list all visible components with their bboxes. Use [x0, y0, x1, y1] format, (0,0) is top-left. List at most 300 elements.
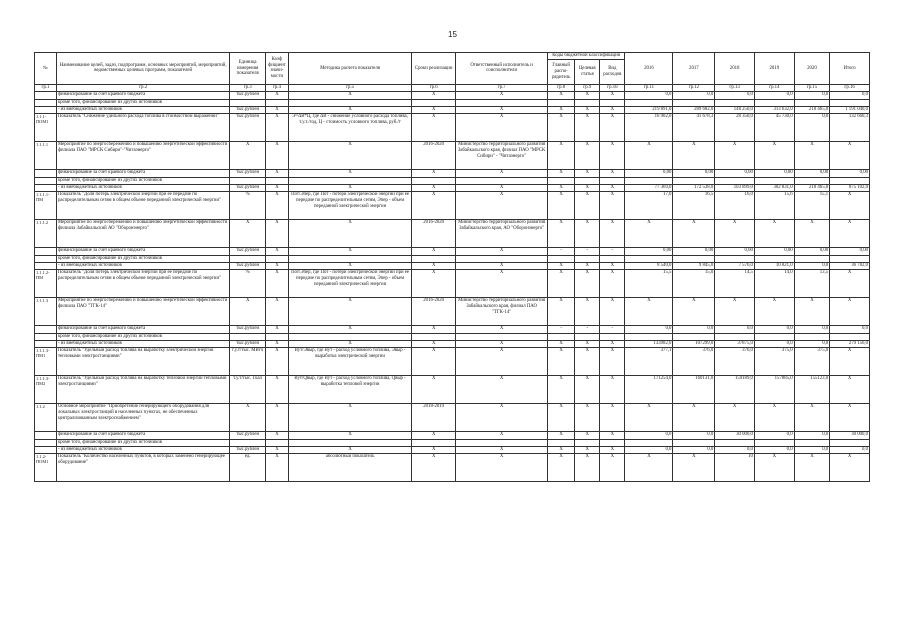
cell-cs: X — [575, 431, 600, 439]
cell-y2019: 15,6 — [754, 191, 794, 219]
cell-total: X — [830, 219, 870, 247]
cell-y2017: 9 845,0 — [673, 262, 715, 269]
column-number-cell: гр.4 — [265, 84, 288, 91]
cell-vr: X — [600, 431, 625, 439]
cell-gr: X — [548, 191, 575, 219]
cell-total: X — [830, 375, 870, 403]
cell-y2018: 30 000,0 — [715, 431, 755, 439]
cell-y2017 — [673, 255, 715, 262]
table-row — [35, 141, 870, 169]
cell-method: X — [288, 262, 411, 269]
cell-total: 0,0 — [830, 325, 870, 333]
cell-y2018 — [715, 333, 755, 340]
cell-cs: - — [575, 325, 600, 333]
cell-y2019 — [754, 255, 794, 262]
cell-executor: X — [456, 453, 548, 481]
cell-y2016: X — [625, 297, 673, 325]
cell-y2018 — [715, 99, 755, 106]
cell-method: Э=ΔВ*Ц, где ΔВ - снижение условного расхода топлива, т.у.т./год, Ц - стоимость условного топлива, руб./т — [288, 113, 411, 141]
cell-y2020: X — [794, 219, 830, 247]
cell-vr: X — [600, 184, 625, 191]
cell-executor: X — [456, 262, 548, 269]
cell-total: 0,00 — [830, 169, 870, 177]
cell-total: X — [830, 347, 870, 375]
cell-number — [35, 99, 57, 106]
table-row — [35, 297, 870, 325]
cell-total: 0,0 — [830, 446, 870, 453]
cell-number — [35, 177, 57, 184]
column-number-cell: гр.8 — [548, 84, 575, 91]
cell-executor: X — [456, 325, 548, 333]
cell-y2019: 0,0 — [754, 340, 794, 347]
table-row — [35, 255, 870, 262]
cell-coef — [265, 255, 288, 262]
cell-gr: X — [548, 403, 575, 431]
cell-unit: тыс.рублей — [230, 184, 266, 191]
cell-y2016: 171254,0 — [625, 375, 673, 403]
column-number-cell: гр.10 — [600, 84, 625, 91]
cell-y2018: 0,00 — [715, 247, 755, 255]
cell-y2016: X — [625, 219, 673, 247]
cell-unit: тыс.рублей — [230, 247, 266, 255]
cell-number — [35, 255, 57, 262]
cell-name: Мероприятие по энергосбережению и повышению энергетической эффективности филиала Забайкальский АО "Оборонэнерго" — [56, 219, 229, 247]
cell-gr: X — [548, 375, 575, 403]
cell-executor: X — [456, 247, 548, 255]
cell-y2018: 14,5 — [715, 269, 755, 297]
cell-terms: 2018-2019 — [412, 403, 456, 431]
cell-name: Показатель "Доля потерь электрической энергии при ее передаче по распределительным сетям в общем объеме переданной электрической энергии" — [56, 191, 229, 219]
cell-y2019: 0,0 — [754, 91, 794, 99]
table-row — [35, 269, 870, 297]
cell-cs: X — [575, 141, 600, 169]
cell-gr: X — [548, 106, 575, 113]
col-header-unit: Единица измерения показателя — [230, 53, 266, 85]
cell-name: Основное мероприятие "Приобретение генерирующего оборудования для локальных электростанций в населенных пунктах, не обеспеченных централизованным электроснабжением" — [56, 403, 229, 431]
cell-vr: X — [600, 113, 625, 141]
cell-y2019: 313 632,0 — [754, 106, 794, 113]
cell-coef: X — [265, 453, 288, 481]
cell-coef: X — [265, 403, 288, 431]
cell-y2018: X — [715, 297, 755, 325]
cell-gr: X — [548, 431, 575, 439]
cell-unit: % — [230, 191, 266, 219]
cell-vr: - — [600, 247, 625, 255]
cell-gr: X — [548, 347, 575, 375]
cell-total: 0,00 — [830, 247, 870, 255]
cell-method: Вут/Qвыр, где Вут - расход условного топлива, Qвыр - выработка тепловой энергии — [288, 375, 411, 403]
cell-name: кроме того, финансирование из других источников — [56, 439, 229, 446]
cell-executor: X — [456, 91, 548, 99]
cell-method: X — [288, 297, 411, 325]
cell-method: X — [288, 91, 411, 99]
cell-y2017: X — [673, 141, 715, 169]
cell-name: финансирование за счет краевого бюджета — [56, 247, 229, 255]
cell-coef: X — [265, 325, 288, 333]
cell-y2020: 0,0 — [794, 446, 830, 453]
cell-coef: X — [265, 106, 288, 113]
table-row — [35, 191, 870, 219]
cell-number: 1.1.1.1-ПМ — [35, 191, 57, 219]
col-header-2019: 2019 — [754, 53, 794, 85]
cell-number — [35, 262, 57, 269]
cell-y2016: X — [625, 453, 673, 481]
cell-y2019: 0,0 — [754, 446, 794, 453]
cell-name: Показатель "Количество населенных пунктов, в которых заменено генерирующее оборудование" — [56, 453, 229, 481]
cell-vr: - — [600, 325, 625, 333]
cell-y2016 — [625, 99, 673, 106]
cell-y2019: 157885,0 — [754, 375, 794, 403]
cell-unit: тыс.рублей — [230, 169, 266, 177]
cell-method — [288, 99, 411, 106]
cell-terms: X — [412, 375, 456, 403]
cell-gr: X — [548, 297, 575, 325]
cell-y2016: 0,00 — [625, 169, 673, 177]
cell-number — [35, 446, 57, 453]
cell-gr — [548, 255, 575, 262]
cell-executor: X — [456, 106, 548, 113]
cell-y2017: 160131,0 — [673, 375, 715, 403]
cell-terms: X — [412, 184, 456, 191]
cell-gr: X — [548, 184, 575, 191]
cell-terms: X — [412, 91, 456, 99]
cell-y2016 — [625, 255, 673, 262]
cell-number — [35, 169, 57, 177]
cell-y2018: 103 899,0 — [715, 184, 755, 191]
cell-terms: X — [412, 340, 456, 347]
cell-y2020: X — [794, 403, 830, 431]
cell-cs: X — [575, 169, 600, 177]
cell-cs — [575, 439, 600, 446]
cell-coef — [265, 439, 288, 446]
cell-method — [288, 333, 411, 340]
cell-vr: X — [600, 297, 625, 325]
cell-y2017 — [673, 177, 715, 184]
cell-y2018 — [715, 439, 755, 446]
cell-total: 30 000,0 — [830, 431, 870, 439]
cell-y2017: 16,5 — [673, 191, 715, 219]
cell-unit: тыс.рублей — [230, 106, 266, 113]
cell-y2016: 377,1 — [625, 347, 673, 375]
cell-y2017: X — [673, 453, 715, 481]
cell-executor — [456, 255, 548, 262]
table-row — [35, 446, 870, 453]
cell-number — [35, 325, 57, 333]
cell-cs: X — [575, 219, 600, 247]
cell-gr: - — [548, 325, 575, 333]
cell-number: 1.1.2 — [35, 403, 57, 431]
cell-executor: X — [456, 269, 548, 297]
column-number-cell: гр.13 — [715, 84, 755, 91]
column-number-cell: гр.6 — [412, 84, 456, 91]
cell-terms: X — [412, 446, 456, 453]
cell-number — [35, 340, 57, 347]
cell-name: кроме того, финансирование из других источников — [56, 333, 229, 340]
cell-unit: X — [230, 219, 266, 247]
cell-vr — [600, 177, 625, 184]
cell-vr: X — [600, 347, 625, 375]
cell-number — [35, 333, 57, 340]
cell-vr: X — [600, 453, 625, 481]
cell-executor — [456, 177, 548, 184]
cell-name: Показатель "Удельный расход топлива на выработку тепловой энергии тепловыми электростанциями" — [56, 375, 229, 403]
cell-name: Показатель "Удельный расход топлива на выработку электрической энергии тепловыми электростанциями" — [56, 347, 229, 375]
cell-y2016 — [625, 177, 673, 184]
cell-y2017: 0,0 — [673, 431, 715, 439]
cell-cs: X — [575, 340, 600, 347]
cell-y2018: 0,00 — [715, 169, 755, 177]
column-number-cell: гр.16 — [830, 84, 870, 91]
cell-gr: X — [548, 113, 575, 141]
cell-executor: X — [456, 191, 548, 219]
cell-y2017: 172 538,0 — [673, 184, 715, 191]
cell-y2018: X — [715, 141, 755, 169]
cell-terms — [412, 333, 456, 340]
cell-terms: X — [412, 269, 456, 297]
column-number-cell: гр.15 — [794, 84, 830, 91]
cell-coef: X — [265, 91, 288, 99]
cell-y2020: 218 465,0 — [794, 184, 830, 191]
cell-method: X — [288, 431, 411, 439]
cell-cs: X — [575, 347, 600, 375]
cell-executor: X — [456, 403, 548, 431]
column-number-cell: гр.7 — [456, 84, 548, 91]
cell-vr: X — [600, 91, 625, 99]
cell-name: - из внебюджетных источников — [56, 262, 229, 269]
cell-executor: X — [456, 347, 548, 375]
table-row — [35, 439, 870, 446]
cell-name: финансирование за счет краевого бюджета — [56, 169, 229, 177]
table-row — [35, 169, 870, 177]
cell-coef: X — [265, 184, 288, 191]
cell-y2018: 159189,0 — [715, 375, 755, 403]
table-row — [35, 333, 870, 340]
cell-cs: X — [575, 446, 600, 453]
cell-method: X — [288, 141, 411, 169]
cell-unit: X — [230, 403, 266, 431]
cell-method: Пот/Эпер, где Пот - потери электрической энергии при ее передаче по распределительным сетям, Эпер - объем переданной электрической энергии — [288, 269, 411, 297]
cell-vr: X — [600, 446, 625, 453]
cell-coef: X — [265, 219, 288, 247]
cell-cs: X — [575, 297, 600, 325]
cell-y2020 — [794, 255, 830, 262]
cell-total: 279 156,0 — [830, 340, 870, 347]
cell-vr: X — [600, 106, 625, 113]
cell-y2020: 375,0 — [794, 347, 830, 375]
cell-y2019: 375,0 — [754, 347, 794, 375]
cell-vr: X — [600, 219, 625, 247]
cell-terms: X — [412, 106, 456, 113]
cell-y2018: 0,0 — [715, 446, 755, 453]
cell-coef: X — [265, 446, 288, 453]
cell-y2017: 0,0 — [673, 325, 715, 333]
cell-method: X — [288, 247, 411, 255]
cell-terms: 2016-2020 — [412, 219, 456, 247]
cell-executor: Министерство территориального развития Забайкальского края, филиал ПАО "МРСК Сибири" - "Читаэнерго" — [456, 141, 548, 169]
col-header-terms: Сроки реализации — [412, 53, 456, 85]
col-header-2020: 2020 — [794, 53, 830, 85]
cell-number — [35, 247, 57, 255]
cell-terms: X — [412, 325, 456, 333]
cell-vr: X — [600, 169, 625, 177]
cell-total: X — [830, 297, 870, 325]
cell-executor — [456, 439, 548, 446]
column-number-cell: гр.9 — [575, 84, 600, 91]
cell-method — [288, 255, 411, 262]
cell-y2020: 0,0 — [794, 431, 830, 439]
cell-cs: X — [575, 113, 600, 141]
cell-y2016: 77 369,0 — [625, 184, 673, 191]
cell-executor: X — [456, 113, 548, 141]
cell-total: 36 782,0 — [830, 262, 870, 269]
cell-y2017 — [673, 99, 715, 106]
cell-total: X — [830, 141, 870, 169]
cell-vr: X — [600, 141, 625, 169]
cell-y2019 — [754, 439, 794, 446]
cell-gr: X — [548, 340, 575, 347]
cell-y2019: 10 821,0 — [754, 262, 794, 269]
cell-y2016: 0,0 — [625, 91, 673, 99]
cell-terms: X — [412, 347, 456, 375]
cell-cs — [575, 255, 600, 262]
cell-y2017: 289 682,0 — [673, 106, 715, 113]
cell-y2017: 107299,0 — [673, 340, 715, 347]
column-numbers-row — [35, 84, 870, 91]
cell-executor: Министерство территориального развития Забайкальского края, АО "Оборонэнерго" — [456, 219, 548, 247]
cell-unit: тыс.рублей — [230, 113, 266, 141]
cell-gr — [548, 99, 575, 106]
cell-y2019: 0,0 — [754, 325, 794, 333]
table-row — [35, 184, 870, 191]
cell-terms — [412, 439, 456, 446]
cell-y2017: X — [673, 297, 715, 325]
cell-y2019: X — [754, 297, 794, 325]
table-row — [35, 375, 870, 403]
cell-terms: X — [412, 453, 456, 481]
col-header-gr: Главный распо-рядитель — [548, 59, 575, 84]
cell-coef: X — [265, 340, 288, 347]
cell-coef — [265, 99, 288, 106]
cell-y2019: X — [754, 453, 794, 481]
cell-number: 1.1.1.2 — [35, 219, 57, 247]
cell-vr — [600, 99, 625, 106]
column-number-cell: гр.3 — [230, 84, 266, 91]
cell-unit — [230, 255, 266, 262]
cell-cs: X — [575, 269, 600, 297]
cell-y2016: X — [625, 403, 673, 431]
cell-y2016: X — [625, 141, 673, 169]
cell-number — [35, 91, 57, 99]
cell-y2016: 133982,0 — [625, 340, 673, 347]
cell-unit: тыс.рублей — [230, 340, 266, 347]
cell-y2016: 0,00 — [625, 247, 673, 255]
col-header-method: Методика расчета показателя — [288, 53, 411, 85]
cell-unit: тыс.рублей — [230, 91, 266, 99]
cell-method: Пот/Эпер, где Пот - потери электрической энергии при ее передаче по распределительным сетям, Эпер - объем переданной электрической энергии — [288, 191, 411, 219]
cell-terms: 2016-2020 — [412, 297, 456, 325]
cell-unit: т.у.т/тыс. Гкал — [230, 375, 266, 403]
cell-vr — [600, 333, 625, 340]
cell-gr — [548, 333, 575, 340]
cell-y2019: 14,0 — [754, 269, 794, 297]
cell-method: Вут/Эвыр, где Вут - расход условного топлива, Эвыр - выработка электрической энергии — [288, 347, 411, 375]
cell-y2018: 0,0 — [715, 91, 755, 99]
cell-number: 1.1.1.3 — [35, 297, 57, 325]
cell-y2019 — [754, 99, 794, 106]
cell-unit — [230, 177, 266, 184]
cell-y2019 — [754, 177, 794, 184]
col-header-vr: Вид расходов — [600, 59, 625, 84]
column-number-cell: гр.12 — [673, 84, 715, 91]
column-number-cell: гр.11 — [625, 84, 673, 91]
table-row — [35, 453, 870, 481]
cell-y2017: 0,0 — [673, 446, 715, 453]
table-row — [35, 262, 870, 269]
cell-y2019: X — [754, 219, 794, 247]
cell-y2017: X — [673, 403, 715, 431]
cell-name: - из внебюджетных источников — [56, 340, 229, 347]
cell-method: X — [288, 446, 411, 453]
cell-coef: X — [265, 113, 288, 141]
cell-name: - из внебюджетных источников — [56, 106, 229, 113]
cell-coef: X — [265, 347, 288, 375]
cell-cs: X — [575, 191, 600, 219]
col-header-cs: Целевая статья — [575, 59, 600, 84]
cell-name: - из внебюджетных источников — [56, 184, 229, 191]
col-header-number: № — [35, 53, 57, 85]
cell-total — [830, 177, 870, 184]
cell-y2017: 41 678,3 — [673, 113, 715, 141]
cell-coef: X — [265, 431, 288, 439]
cell-coef: X — [265, 141, 288, 169]
cell-number: 1.1.1.3-ПМ2 — [35, 375, 57, 403]
cell-method: X — [288, 169, 411, 177]
cell-unit — [230, 99, 266, 106]
cell-name: кроме того, финансирование из других источников — [56, 255, 229, 262]
column-number-cell: гр.14 — [754, 84, 794, 91]
cell-name: кроме того, финансирование из других источников — [56, 177, 229, 184]
cell-y2018: 16,0 — [715, 191, 755, 219]
cell-executor: X — [456, 184, 548, 191]
cell-cs — [575, 333, 600, 340]
cell-terms: X — [412, 262, 456, 269]
cell-cs: X — [575, 106, 600, 113]
cell-y2016 — [625, 333, 673, 340]
cell-unit: X — [230, 141, 266, 169]
cell-total — [830, 333, 870, 340]
cell-coef: X — [265, 297, 288, 325]
col-header-coef: Коэф фициент значи-мости — [265, 53, 288, 85]
table-row — [35, 106, 870, 113]
page-number: 15 — [448, 30, 457, 39]
cell-method: X — [288, 340, 411, 347]
cell-unit: тыс.рублей — [230, 325, 266, 333]
cell-y2020: 0,0 — [794, 91, 830, 99]
cell-y2020 — [794, 99, 830, 106]
cell-gr: X — [548, 453, 575, 481]
cell-terms: X — [412, 169, 456, 177]
cell-name: Показатель "Снижение удельного расхода топлива в стоимостном выражении" — [56, 113, 229, 141]
cell-name: Мероприятие по энергосбережению и повышению энергетической эффективности филиала ПАО "ТГК-14" — [56, 297, 229, 325]
cell-name: финансирование за счет краевого бюджета — [56, 431, 229, 439]
cell-y2016 — [625, 439, 673, 446]
cell-y2020: 218 465,0 — [794, 106, 830, 113]
cell-number — [35, 106, 57, 113]
cell-y2018: 376,0 — [715, 347, 755, 375]
cell-vr: X — [600, 262, 625, 269]
col-header-2017: 2017 — [673, 53, 715, 85]
cell-y2016: 16 902,0 — [625, 113, 673, 141]
